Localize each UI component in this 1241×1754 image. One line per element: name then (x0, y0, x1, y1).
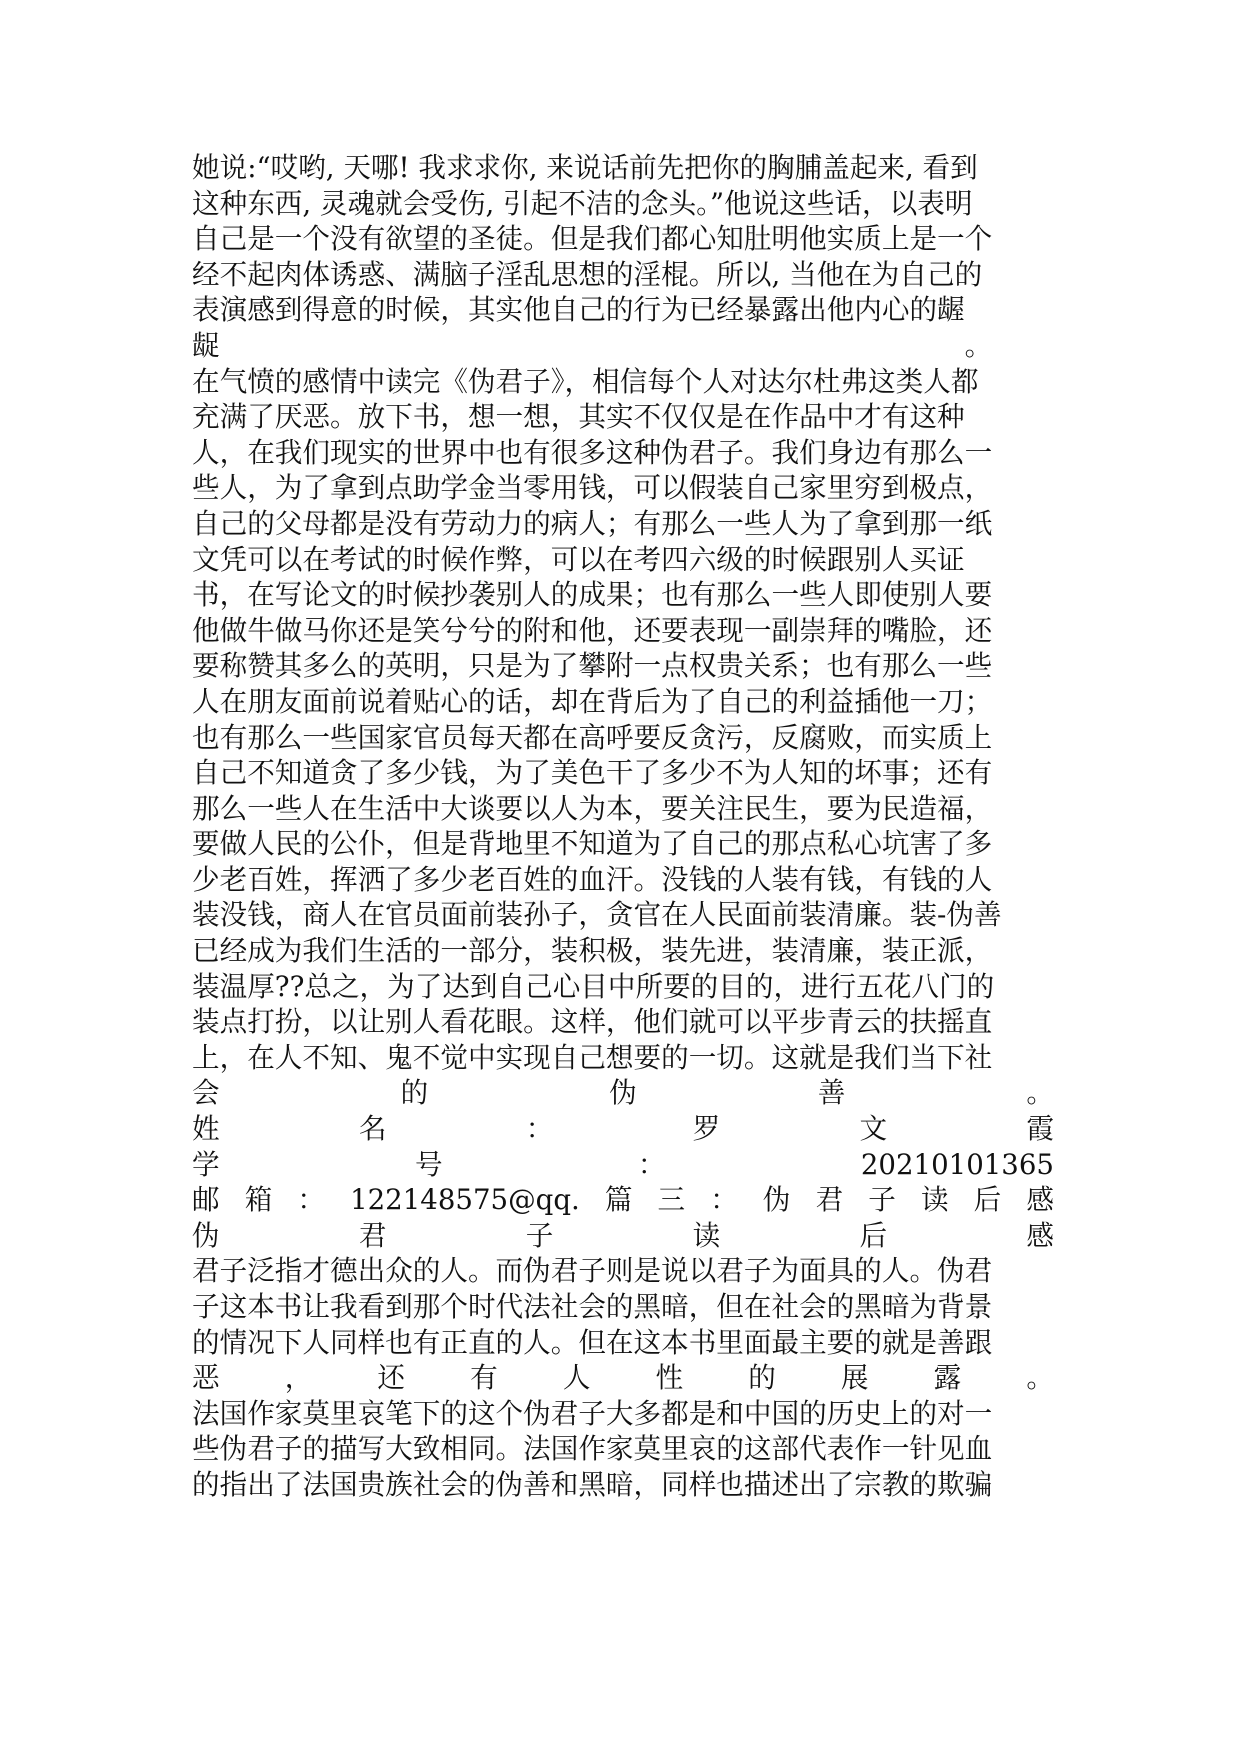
spread-char: 邮 (192, 1183, 220, 1217)
author-name-line (192, 1111, 1054, 1147)
text-line: 那么一些人在生活中大谈要以人为本，要关注民生，要为民造福， (192, 791, 993, 825)
spread-char: 姓 (192, 1112, 220, 1146)
spread-char: 善 (817, 1076, 846, 1110)
spread-char: ： (525, 1112, 554, 1146)
text-line: 法国作家莫里哀笔下的这个伪君子大多都是和中国的历史上的对一 (192, 1396, 993, 1430)
spread-char: 性 (655, 1361, 684, 1395)
email-line (192, 1182, 1054, 1218)
spread-char: 文 (859, 1112, 888, 1146)
text-line: 装没钱，商人在官员面前装孙子，贪官在人民面前装清廉。装-伪善 (192, 898, 1002, 932)
section-title-line (192, 1218, 1054, 1254)
spread-char: 读 (692, 1218, 721, 1252)
spread-char: 篇 (604, 1183, 633, 1217)
text-line: 他做牛做马你还是笑兮兮的附和他，还要表现一副崇拜的嘴脸，还 (192, 613, 993, 647)
spread-char: ， (284, 1361, 313, 1395)
spread-char: 感 (1026, 1183, 1054, 1217)
spread-char: 露 (933, 1361, 962, 1395)
text-line: 她说:“哎哟, 天哪! 我求求你, 来说话前先把你的胸脯盖起来, 看到 (192, 151, 978, 184)
spread-line-conclusion (192, 1075, 1054, 1111)
spread-char: 恶 (192, 1361, 220, 1395)
spread-char: 的 (400, 1076, 429, 1110)
spread-char: 感 (1026, 1218, 1054, 1252)
text-line: 子这本书让我看到那个时代法社会的黑暗，但在社会的黑暗为背景 (192, 1290, 993, 1323)
text-line: 些人，为了拿到点助学金当零用钱，可以假装自己家里穷到极点， (192, 471, 993, 505)
spread-char: 展 (840, 1361, 869, 1395)
text-line: 要称赞其多么的英明，只是为了攀附一点权贵关系；也有那么一些 (192, 649, 993, 683)
spread-char: 子 (525, 1218, 554, 1252)
text-line: 人，在我们现实的世界中也有很多这种伪君子。我们身边有那么一 (192, 435, 993, 469)
spread-char: 。 (1026, 1076, 1054, 1110)
spread-char: 的 (748, 1361, 776, 1395)
spread-char: 伪 (192, 1218, 220, 1252)
spread-char: ： (297, 1183, 325, 1217)
paragraph-block-1 (192, 150, 1054, 1075)
text-line: 经不起肉体诱惑、满脑子淫乱思想的淫棍。所以, 当他在为自己的 (192, 257, 983, 291)
spread-char: 号 (414, 1147, 443, 1181)
text-line: 上，在人不知、鬼不觉中实现自己想要的一切。这就是我们当下社 (192, 1040, 993, 1074)
student-id-line (192, 1147, 1054, 1183)
text-line: 在气愤的感情中读完《伪君子》，相信每个人对达尔杜弗这类人都 (192, 364, 979, 398)
spread-char: 霞 (1026, 1112, 1054, 1146)
text-line: 书，在写论文的时候抄袭别人的成果；也有那么一些人即使别人要 (192, 578, 993, 612)
spread-char: 读 (920, 1183, 949, 1217)
spread-char: 君 (815, 1183, 844, 1217)
justified-block-1 (192, 1075, 1054, 1253)
spread-char: 有 (470, 1361, 498, 1395)
text-line: 要做人民的公仆，但是背地里不知道为了自己的那点私心坑害了多 (192, 827, 993, 861)
spread-char: 后 (859, 1218, 888, 1252)
spread-char: ： (637, 1147, 666, 1181)
spread-char: 学 (192, 1147, 220, 1181)
text-line: 君子泛指才德出众的人。而伪君子则是说以君子为面具的人。伪君 (192, 1254, 993, 1288)
document-page (192, 150, 1054, 1503)
spread-line-evil (192, 1360, 1054, 1396)
text-line: 少老百姓，挥洒了多少老百姓的血汗。没钱的人装有钱，有钱的人 (192, 862, 993, 896)
text-line: 自己不知道贪了多少钱，为了美色干了多少不为人知的坏事；还有 (192, 756, 993, 790)
text-line: 表演感到得意的时候，其实他自己的行为已经暴露出他内心的龌 (192, 293, 965, 327)
text-line: 已经成为我们生活的一部分，装积极，装先进，装清廉，装正派， (192, 934, 993, 968)
spread-char: ： (710, 1183, 738, 1217)
text-line: 这种东西, 灵魂就会受伤, 引起不洁的念头。”他说这些话，以表明 (192, 186, 973, 220)
text-line: 人在朋友面前说着贴心的话，却在背后为了自己的利益插他一刀； (192, 684, 993, 718)
spread-char: 名 (358, 1112, 387, 1146)
paragraph-block-2 (192, 1253, 1054, 1360)
text-line: 的情况下人同样也有正直的人。但在这本书里面最主要的就是善跟 (192, 1325, 993, 1359)
text-line: 文凭可以在考试的时候作弊，可以在考四六级的时候跟别人买证 (192, 542, 965, 576)
text-line: 龊 。 (192, 328, 993, 362)
spread-char: 还 (377, 1361, 406, 1395)
spread-char: 箱 (244, 1183, 273, 1217)
paragraph-block-3 (192, 1396, 1054, 1503)
spread-char: 三 (657, 1183, 686, 1217)
text-line: 装温厚??总之，为了达到自己心目中所要的目的，进行五花八门的 (192, 969, 995, 1003)
spread-char: 。 (1026, 1361, 1054, 1395)
spread-char: 伪 (609, 1076, 637, 1110)
text-line: 装点打扮，以让别人看花眼。这样，他们就可以平步青云的扶摇直 (192, 1005, 993, 1039)
text-line: 自己的父母都是没有劳动力的病人；有那么一些人为了拿到那一纸 (192, 506, 993, 540)
spread-char: 会 (192, 1076, 220, 1110)
spread-char: 君 (358, 1218, 387, 1252)
text-line: 也有那么一些国家官员每天都在高呼要反贪污，反腐败，而实质上 (192, 720, 993, 754)
text-line: 些伪君子的描写大致相同。法国作家莫里哀的这部代表作一针见血 (192, 1432, 993, 1466)
email-address: 122148575@qq. (350, 1183, 580, 1217)
spread-char: 罗 (692, 1112, 721, 1146)
spread-char: 子 (868, 1183, 896, 1217)
text-line: 自己是一个没有欲望的圣徒。但是我们都心知肚明他实质上是一个 (192, 222, 993, 256)
student-id-number: 20210101365 (860, 1147, 1054, 1181)
spread-char: 后 (973, 1183, 1002, 1217)
spread-char: 人 (562, 1361, 591, 1395)
spread-char: 伪 (762, 1183, 791, 1217)
text-line: 充满了厌恶。放下书，想一想，其实不仅仅是在作品中才有这种 (192, 400, 965, 434)
text-line: 的指出了法国贵族社会的伪善和黑暗，同样也描述出了宗教的欺骗 (192, 1467, 993, 1501)
